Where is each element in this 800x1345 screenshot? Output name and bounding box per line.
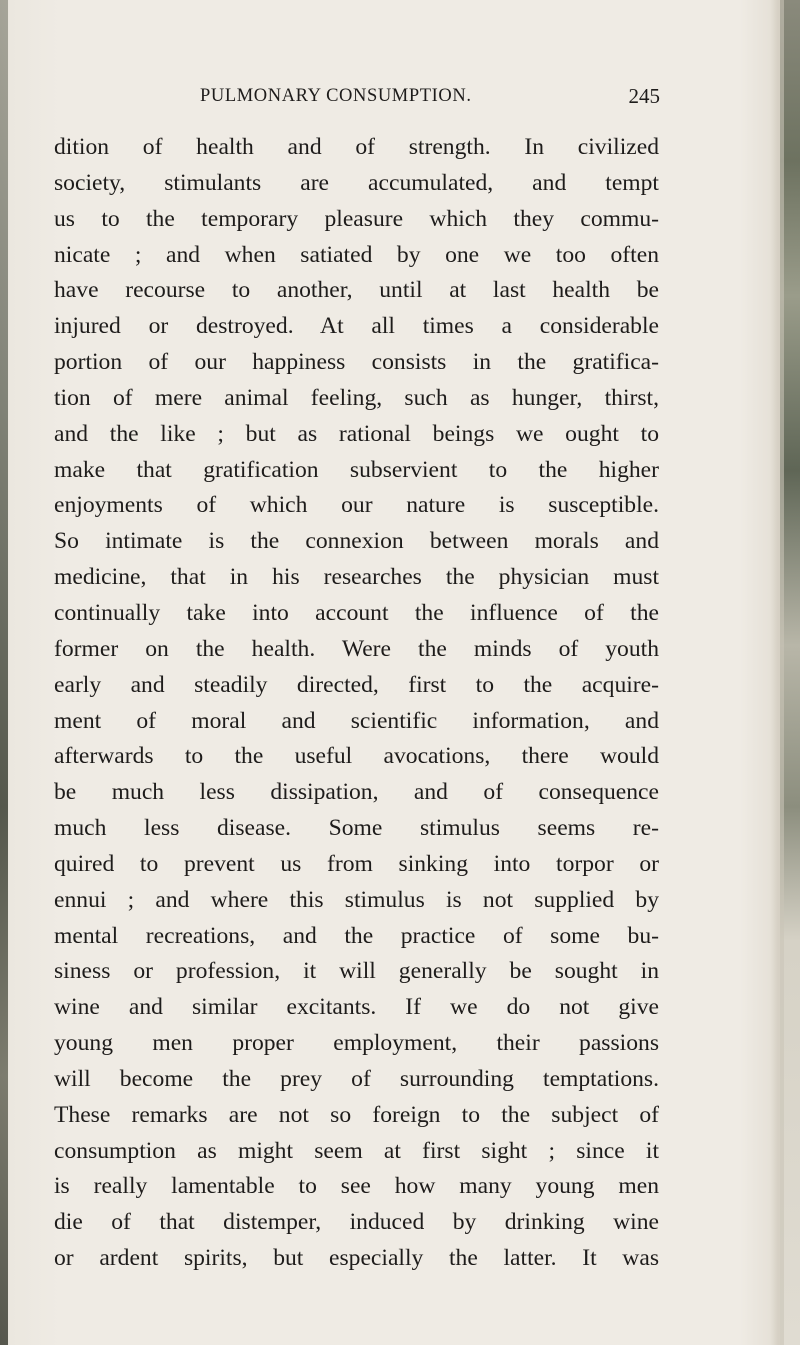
text-line: or ardent spirits, but especially the latter. It was — [54, 1245, 659, 1272]
running-head: PULMONARY CONSUMPTION. — [200, 86, 472, 106]
text-line: ennui ; and where this stimulus is not supplied by — [54, 886, 659, 913]
body-text — [54, 130, 659, 1277]
text-line: So intimate is the connexion between morals and — [54, 528, 659, 555]
text-line: society, stimulants are accumulated, and tempt — [54, 169, 659, 196]
text-line: mental recreations, and the practice of some bu- — [54, 922, 659, 949]
text-line: siness or profession, it will generally be sought in — [54, 958, 659, 985]
text-line: medicine, that in his researches the physician must — [54, 564, 659, 591]
page-number: 245 — [628, 84, 660, 108]
text-line: dition of health and of strength. In civilized — [54, 134, 659, 160]
page-header — [200, 86, 660, 116]
text-line: former on the health. Were the minds of youth — [54, 635, 659, 662]
text-line: quired to prevent us from sinking into torpor or — [54, 850, 659, 877]
text-line: afterwards to the useful avocations, there would — [54, 743, 659, 770]
text-line: young men proper employment, their passions — [54, 1030, 659, 1057]
text-line: will become the prey of surrounding temptations. — [54, 1065, 659, 1092]
text-line: consumption as might seem at first sight ; since it — [54, 1137, 659, 1164]
text-line: be much less dissipation, and of consequence — [54, 779, 659, 806]
page-right-edge — [780, 0, 800, 1345]
text-line: us to the temporary pleasure which they commu- — [54, 205, 659, 232]
text-line: and the like ; but as rational beings we ought to — [54, 420, 659, 447]
text-line: wine and similar excitants. If we do not give — [54, 994, 659, 1021]
text-line: make that gratification subservient to the higher — [54, 456, 659, 483]
text-line: nicate ; and when satiated by one we too often — [54, 241, 659, 268]
text-line: These remarks are not so foreign to the subject of — [54, 1101, 659, 1128]
text-line: ment of moral and scientific information, and — [54, 707, 659, 734]
text-line: die of that distemper, induced by drinking wine — [54, 1209, 659, 1236]
text-line: have recourse to another, until at last health be — [54, 277, 659, 304]
text-line: portion of our happiness consists in the gratifica- — [54, 349, 659, 376]
text-line: early and steadily directed, first to the acquire- — [54, 671, 659, 698]
text-line: much less disease. Some stimulus seems re- — [54, 815, 659, 842]
text-line: injured or destroyed. At all times a considerable — [54, 313, 659, 340]
text-line: tion of mere animal feeling, such as hunger, thirst, — [54, 384, 659, 411]
page-left-edge — [0, 0, 8, 1345]
text-line: enjoyments of which our nature is susceptible. — [54, 492, 659, 519]
text-line: continually take into account the influence of the — [54, 599, 659, 626]
text-line: is really lamentable to see how many young men — [54, 1173, 659, 1200]
